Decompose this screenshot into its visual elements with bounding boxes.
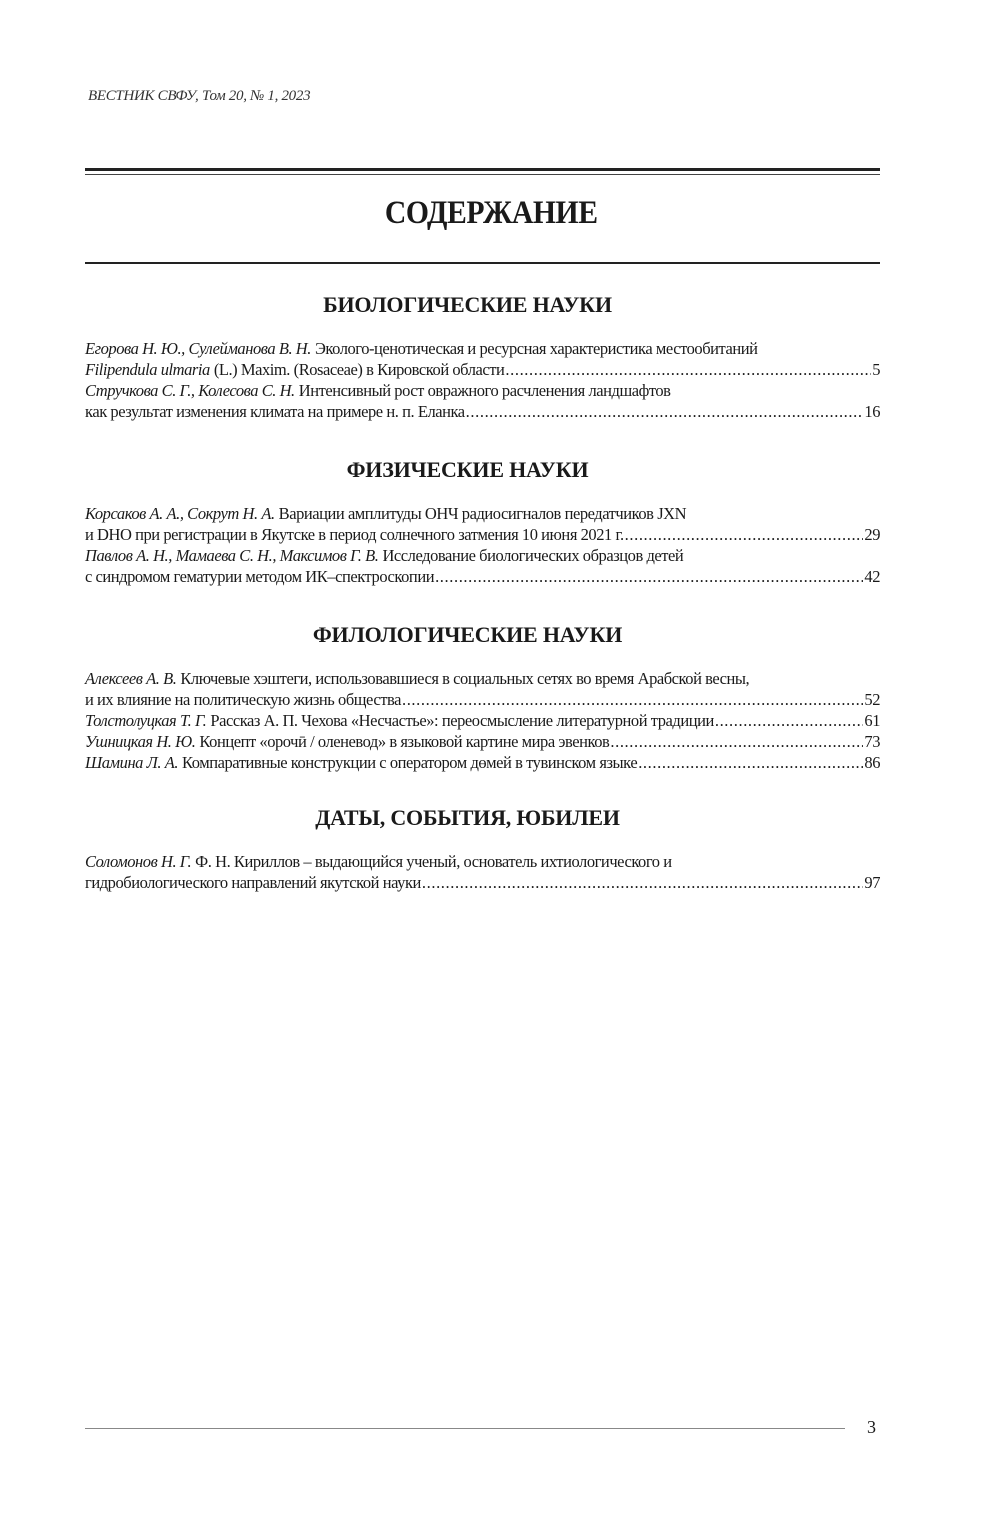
toc-section <box>85 805 880 893</box>
entry-authors: Ушницкая Н. Ю. <box>85 732 196 751</box>
section-heading: БИОЛОГИЧЕСКИЕ НАУКИ <box>323 292 612 317</box>
toc-entry[interactable] <box>85 668 880 710</box>
leader-dots <box>402 689 863 710</box>
entry-title: Ключевые хэштеги, использовавшиеся в социальных сетях во время Арабской весны, <box>180 669 750 688</box>
entry-page: 29 <box>864 525 880 544</box>
entry-title: Компаративные конструкции с оператором дөмей в тувинском языке <box>182 753 638 772</box>
entry-title: Исследование биологических образцов детей <box>382 546 684 565</box>
entry-page: 97 <box>864 873 880 892</box>
footer-rule <box>85 1428 845 1429</box>
toc-section <box>85 292 880 422</box>
entry-authors: Егорова Н. Ю., Сулейманова В. Н. <box>85 339 311 358</box>
toc-section <box>85 457 880 587</box>
entry-authors: Стручкова С. Г., Колесова С. Н. <box>85 381 295 400</box>
toc-section <box>85 622 880 773</box>
toc-entry[interactable] <box>85 545 880 587</box>
entry-title-cont: гидробиологического направлений якутской науки <box>85 873 421 892</box>
entry-page: 42 <box>864 567 880 586</box>
toc-entry[interactable] <box>85 752 880 773</box>
entry-authors: Толстолуцкая Т. Г. <box>85 711 207 730</box>
running-head: ВЕСТНИК СВФУ, Том 20, № 1, 2023 <box>88 88 311 104</box>
entry-authors: Соломонов Н. Г. <box>85 852 192 871</box>
entry-title: Ф. Н. Кириллов – выдающийся ученый, основатель ихтиологического и <box>195 852 672 871</box>
section-heading: ДАТЫ, СОБЫТИЯ, ЮБИЛЕИ <box>315 805 620 830</box>
page-title-text: СОДЕРЖАНИЕ <box>384 195 598 231</box>
entry-page: 73 <box>864 732 880 751</box>
entry-title-cont: как результат изменения климата на примере н. п. Еланка <box>85 402 465 421</box>
entry-title: Вариации амплитуды ОНЧ радиосигналов передатчиков JXN <box>278 504 687 523</box>
entry-page: 5 <box>872 360 880 379</box>
entry-page: 86 <box>864 753 880 772</box>
page-title <box>0 195 992 232</box>
entry-title-cont: и их влияние на политическую жизнь общества <box>85 690 401 709</box>
toc-entry[interactable] <box>85 731 880 752</box>
title-rule <box>85 262 880 264</box>
leader-dots <box>638 752 863 773</box>
section-heading: ФИЛОЛОГИЧЕСКИЕ НАУКИ <box>312 622 623 647</box>
entry-title-cont: (L.) Maxim. (Rosaceae) в Кировской области <box>213 360 505 379</box>
toc-entry[interactable] <box>85 851 880 893</box>
entry-species: Filipendula ulmaria <box>85 360 210 379</box>
entry-authors: Корсаков А. А., Сокрут Н. А. <box>85 504 275 523</box>
entry-title-cont: и DHO при регистрации в Якутске в период солнечного затмения 10 июня 2021 г. <box>85 525 624 544</box>
entry-authors: Шамина Л. А. <box>85 753 179 772</box>
leader-dots <box>715 710 864 731</box>
entry-title: Рассказ А. П. Чехова «Несчастье»: переосмысление литературной традиции <box>210 711 714 730</box>
toc-entry[interactable] <box>85 338 880 380</box>
leader-dots <box>625 524 864 545</box>
leader-dots <box>505 359 871 380</box>
entry-title-cont: с синдромом гематурии методом ИК–спектроскопии <box>85 567 435 586</box>
entry-authors: Павлов А. Н., Мамаева С. Н., Максимов Г. В. <box>85 546 379 565</box>
page-number: 3 <box>867 1417 876 1437</box>
leader-dots <box>466 401 864 422</box>
entry-title: Интенсивный рост овражного расчленения ландшафтов <box>298 381 671 400</box>
toc-entry[interactable] <box>85 380 880 422</box>
entry-authors: Алексеев А. В. <box>85 669 177 688</box>
double-rule <box>85 168 880 174</box>
leader-dots <box>610 731 863 752</box>
entry-page: 16 <box>864 402 880 421</box>
entry-page: 52 <box>864 690 880 709</box>
entry-title: Концепт «орочӣ / оленевод» в языковой картине мира эвенков <box>199 732 610 751</box>
toc-entry[interactable] <box>85 503 880 545</box>
entry-page: 61 <box>864 711 880 730</box>
toc-entry[interactable] <box>85 710 880 731</box>
leader-dots <box>422 872 864 893</box>
entry-title: Эколого-ценотическая и ресурсная характеристика местообитаний <box>314 339 758 358</box>
leader-dots <box>435 566 863 587</box>
section-heading: ФИЗИЧЕСКИЕ НАУКИ <box>346 457 589 482</box>
